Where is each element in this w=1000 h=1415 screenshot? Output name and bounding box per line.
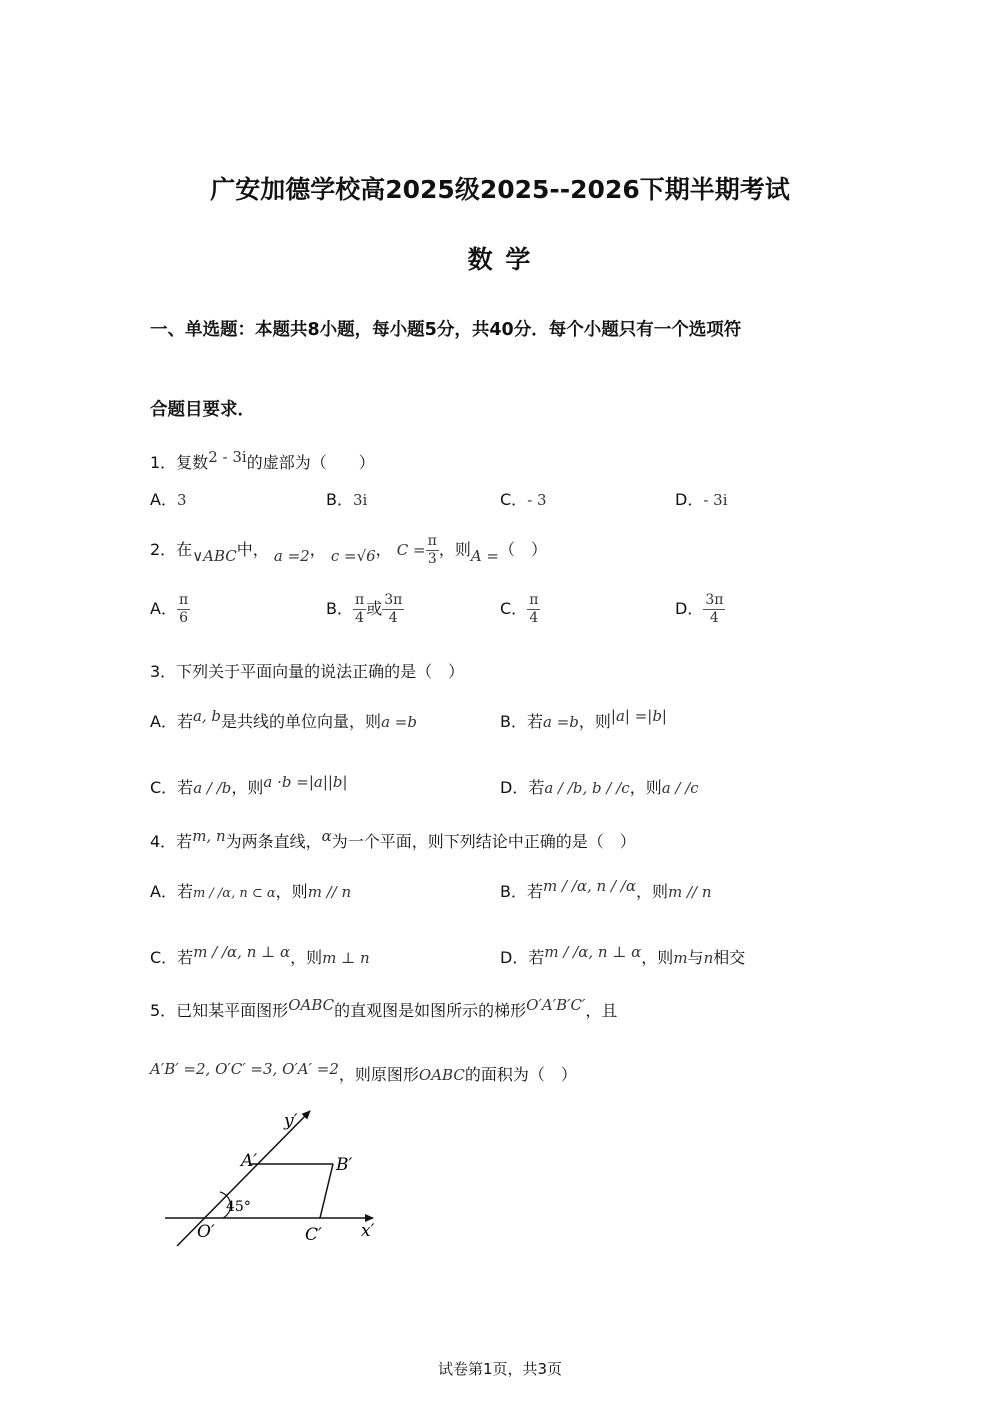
q3-a-math1: a, b [192, 707, 222, 725]
page-footer: 试卷第1页，共3页 [437, 1360, 563, 1378]
q4-d-label: D．若 [500, 948, 545, 967]
q1-option-a [150, 487, 187, 510]
q4-b-math2: m // n [667, 883, 712, 901]
q1-option-a-label: A． [150, 490, 177, 509]
q3-b-math1: a =b [542, 713, 579, 731]
subject-title: 数 学 [467, 245, 533, 274]
q2-mid: 中， [236, 540, 269, 559]
q4-a-math2: m // n [307, 883, 352, 901]
point-o-label: O′ [197, 1222, 215, 1242]
y-axis-label: y′ [284, 1111, 298, 1131]
q4-a-label: A．若 [150, 882, 193, 901]
q2-option-c-num: π [529, 592, 539, 608]
q4-b-math1: m / /α, n / /α [542, 877, 636, 895]
q4-c-text: ，则 [290, 948, 323, 967]
q4-d-text: ，则 [641, 948, 674, 967]
q3-option-a [150, 709, 417, 732]
q2-option-c-label: C． [500, 599, 528, 618]
q2-C-den: 3 [427, 551, 437, 567]
q2-option-a-num: π [178, 592, 189, 608]
q2-option-a-frac [177, 592, 190, 627]
q3-c-math1: a / /b [193, 779, 232, 797]
q2-then: ，则 [438, 540, 471, 559]
q3-option-c [150, 775, 348, 798]
q4-alpha: α [321, 827, 332, 845]
angle-label: 45° [226, 1199, 251, 1215]
q2-option-a-den: 6 [179, 610, 189, 626]
q2-option-c-den: 4 [529, 610, 539, 626]
q2-C-frac [426, 533, 439, 568]
q5-shape: OABC [288, 996, 335, 1014]
q2-option-a-label: A． [150, 599, 177, 618]
q2-option-c [500, 592, 540, 627]
q2-option-d-frac [703, 592, 725, 627]
q4-b-label: B．若 [500, 882, 543, 901]
q3-a-math2: a =b [381, 713, 417, 731]
q4-c-math2: m ⊥ n [322, 949, 370, 967]
q1-option-b-label: B． [326, 490, 353, 509]
q4-a-text: ，则 [275, 882, 308, 901]
q2-option-b-num1: π [354, 592, 365, 608]
q3-d-math2: a / /c [661, 779, 699, 797]
q2-option-b-den2: 4 [388, 610, 398, 626]
q3-d-math1: a / /b, b / /c [544, 779, 630, 797]
segment-bc [320, 1164, 333, 1218]
q4-d-math1: m / /α, n ⊥ α [544, 943, 642, 961]
q5-suffix: ，且 [585, 1001, 618, 1020]
q5-shape3: OABC [418, 1066, 465, 1084]
q3-b-math2: |a| =|b| [610, 707, 667, 725]
q4-option-c [150, 945, 370, 968]
q2-C-lhs: C = [396, 541, 426, 559]
q2-option-b-or: 或 [366, 599, 383, 618]
q2-A-eq: A = [470, 547, 499, 565]
q2-option-d [675, 592, 725, 627]
q3-c-text: ，则 [231, 778, 264, 797]
q1-expr: 2 - 3i [208, 448, 247, 466]
q1-option-a-value: 3 [176, 491, 187, 509]
q1-suffix: 的虚部为（ ） [246, 453, 375, 472]
section-heading-line1: 一、单选题：本题共8小题，每小题5分，共40分．每个小题只有一个选项符 [150, 320, 742, 340]
exam-title: 广安加德学校高2025级2025--2026下期半期考试 [210, 175, 790, 204]
q4-option-a [150, 879, 351, 902]
q1-option-c-value: - 3 [527, 491, 547, 509]
q3-b-text: ，则 [578, 712, 611, 731]
point-b-label: B′ [336, 1155, 353, 1175]
q5-condition-line [150, 1062, 577, 1085]
q5-prefix: 5．已知某平面图形 [150, 1001, 289, 1020]
q2-option-d-den: 4 [709, 610, 719, 626]
q3-d-label: D．若 [500, 778, 545, 797]
q5-condition: A′B′ =2, O′C′ =3, O′A′ =2 [150, 1060, 339, 1078]
q4-option-d [500, 945, 745, 968]
q4-c-math1: m / /α, n ⊥ α [193, 943, 291, 961]
q2-option-b [326, 592, 404, 627]
q1-prefix: 1．复数 [150, 453, 209, 472]
q2-prefix: 2．在 [150, 540, 193, 559]
q2-option-b-frac1 [353, 592, 366, 627]
q5-tail1: ，则原图形 [338, 1065, 419, 1084]
q1-option-d [675, 487, 728, 510]
q2-comma1: ， [309, 540, 326, 559]
q4-suffix: 为一个平面，则下列结论中正确的是（ ） [331, 832, 636, 851]
q2-comma2: ， [375, 540, 392, 559]
q4-prefix: 4．若 [150, 832, 193, 851]
q3-c-math2: a ·b =|a||b| [263, 773, 348, 791]
question-5 [150, 998, 617, 1021]
section-heading-line2: 合题目要求． [150, 400, 255, 420]
q5-shape2: O′A′B′C′ [526, 996, 586, 1014]
q3-option-b [500, 709, 667, 732]
q3-a-text: 是共线的单位向量，则 [221, 712, 382, 731]
q3-b-label: B．若 [500, 712, 543, 731]
question-4 [150, 829, 636, 852]
q4-c-label: C．若 [150, 948, 194, 967]
q4-d-text3: 相交 [713, 948, 746, 967]
x-axis-label: x′ [361, 1221, 375, 1241]
q2-option-b-den1: 4 [355, 610, 365, 626]
q5-tail2: 的面积为（ ） [464, 1065, 577, 1084]
question-1 [150, 450, 375, 473]
q1-option-d-value: - 3i [703, 491, 728, 509]
q1-option-b-value: 3i [352, 491, 368, 509]
q2-option-a [150, 592, 190, 627]
q2-a-eq: a =2 [273, 547, 310, 565]
q2-option-c-frac [527, 592, 540, 627]
q2-triangle: ∨ABC [192, 547, 237, 565]
q4-d-math2: m [673, 949, 688, 967]
q1-option-d-label: D． [675, 490, 704, 509]
trapezoid-figure [150, 1100, 390, 1260]
q3-a-label: A．若 [150, 712, 193, 731]
question-2 [150, 533, 547, 568]
q2-option-b-num2: 3π [384, 592, 403, 608]
q4-b-text: ，则 [635, 882, 668, 901]
q4-a-math1: m / /α, n ⊂ α [192, 886, 276, 901]
q3-option-d [500, 775, 699, 798]
q3-c-label: C．若 [150, 778, 194, 797]
q2-option-d-label: D． [675, 599, 704, 618]
q1-option-c [500, 487, 547, 510]
point-a-label: A′ [241, 1151, 258, 1171]
q1-option-b [326, 487, 367, 510]
q2-option-b-label: B． [326, 599, 353, 618]
q3-d-text: ，则 [629, 778, 662, 797]
q2-c-eq: c =√6 [330, 547, 376, 565]
q4-option-b [500, 879, 712, 902]
question-3: 3．下列关于平面向量的说法正确的是（ ） [150, 662, 465, 681]
point-c-label: C′ [305, 1225, 322, 1245]
q2-paren: （ ） [499, 540, 548, 559]
q4-d-math3: n [703, 949, 714, 967]
q4-mn: m, n [192, 827, 226, 845]
q1-option-c-label: C． [500, 490, 528, 509]
q4-mid: 为两条直线， [225, 832, 322, 851]
q2-option-b-frac2 [382, 592, 404, 627]
q2-option-d-num: 3π [705, 592, 724, 608]
q4-d-text2: 与 [687, 948, 704, 967]
q5-mid: 的直观图是如图所示的梯形 [334, 1001, 527, 1020]
q2-C-num: π [427, 533, 437, 549]
